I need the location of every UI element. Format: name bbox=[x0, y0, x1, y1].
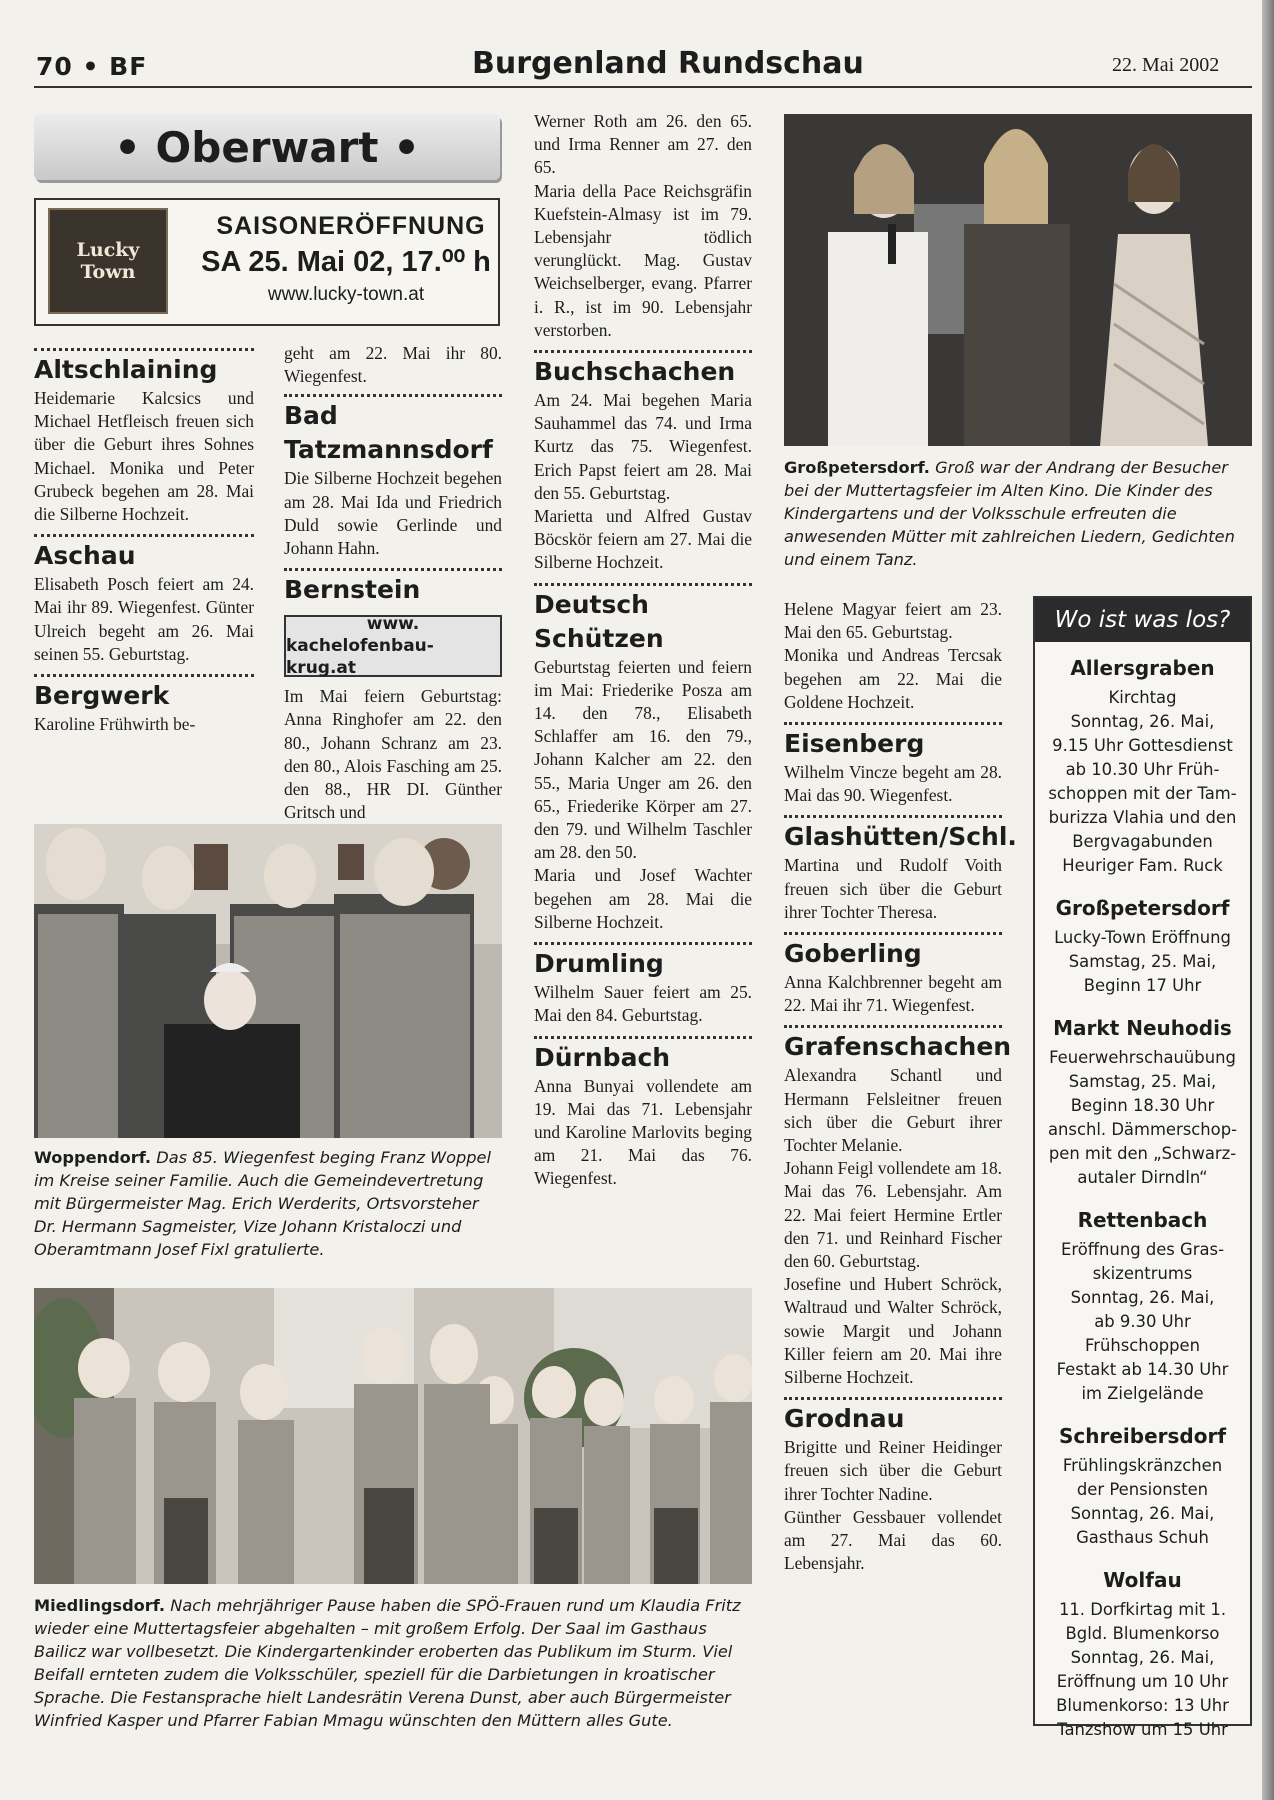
event-line: Heuriger Fam. Ruck bbox=[1062, 856, 1223, 875]
event-line: 9.15 Uhr Gottesdienst bbox=[1052, 736, 1233, 755]
divider bbox=[284, 394, 502, 397]
logo-text-line2: Town bbox=[80, 261, 136, 283]
event-line: Feuerwehrschauübung bbox=[1049, 1048, 1236, 1067]
town-heading: Bernstein bbox=[284, 575, 421, 605]
event-line: Tanzshow um 15 Uhr bbox=[1057, 1720, 1228, 1739]
miedlingsdorf-caption bbox=[34, 1594, 754, 1732]
header-rule bbox=[34, 86, 1252, 88]
kachel-ad-line2: kachelofenbau-krug.at bbox=[286, 636, 434, 679]
event-line: Kirchtag bbox=[1108, 688, 1177, 707]
event-line: Eröffnung des Gras- bbox=[1060, 1240, 1224, 1259]
town-heading: Bergwerk bbox=[34, 681, 170, 711]
publication-date: 22. Mai 2002 bbox=[1112, 54, 1220, 76]
article-text: Wilhelm Sauer feiert am 25. Mai den 84. Geburtstag. bbox=[534, 982, 752, 1026]
article-text: Maria della Pace Reichsgräfin Kuefstein-Almasy ist im 79. Lebensjahr tödlich verunglückt. Mag. Gustav Weichselberger, evang. Pfarrer i. R., ist im 90. Lebensjahr verstorben. bbox=[534, 180, 752, 340]
page-edge-shadow bbox=[1262, 0, 1274, 1800]
caption-lead: Miedlingsdorf. bbox=[34, 1596, 166, 1615]
article-text: Martina und Rudolf Voith freuen sich über die Geburt ihrer Tochter Theresa. bbox=[784, 855, 1002, 922]
article-text: Alexandra Schantl und Hermann Felsleitner freuen sich über die Geburt ihrer Tochter Melanie. bbox=[784, 1065, 1002, 1156]
column-2 bbox=[284, 342, 502, 824]
woppendorf-photo bbox=[34, 824, 502, 1138]
event-town: Wolfau bbox=[1103, 1568, 1182, 1592]
ad-date: SA 25. Mai 02, 17.⁰⁰ h bbox=[201, 246, 491, 278]
article-text: Brigitte und Reiner Heidinger freuen sich über die Geburt ihrer Tochter Nadine. bbox=[784, 1437, 1002, 1504]
town-heading: Glashütten/Schl. bbox=[784, 822, 1017, 852]
event-entry bbox=[1035, 656, 1250, 878]
events-box bbox=[1033, 596, 1252, 1739]
event-line: Sonntag, 26. Mai, bbox=[1070, 712, 1215, 731]
region-banner-title: • Oberwart • bbox=[114, 122, 420, 172]
caption-text: Das 85. Wiegenfest beging Franz Woppel im Kreise seiner Familie. Auch die Gemeindevertretung mit Bürgermeister Mag. Erich Werderits, Ortsvorsteher Dr. Hermann Sagmeister, Vize Johann Kristaloczi und Oberamtmann Josef Fixl gratulierte. bbox=[34, 1148, 492, 1259]
caption-lead: Großpetersdorf. bbox=[784, 458, 930, 477]
divider bbox=[534, 583, 752, 586]
divider bbox=[534, 1036, 752, 1039]
article-text: Am 24. Mai begehen Maria Sauhammel das 74. und Irma Kurtz das 75. Wiegenfest. Erich Papst feiert am 28. Mai den 55. Geburtstag. bbox=[534, 390, 752, 503]
divider bbox=[784, 722, 1002, 725]
ad-url-link[interactable]: www.lucky-town.at bbox=[267, 284, 425, 305]
event-line: der Pensionsten bbox=[1076, 1480, 1209, 1499]
divider bbox=[534, 350, 752, 353]
town-heading: Goberling bbox=[784, 939, 922, 969]
woppendorf-caption bbox=[34, 1146, 504, 1261]
grosspetersdorf-caption bbox=[784, 456, 1252, 571]
divider bbox=[284, 568, 502, 571]
event-line: Eröffnung um 10 Uhr bbox=[1056, 1672, 1229, 1691]
kachel-ad-line1: www. bbox=[366, 614, 420, 635]
town-heading: Dürnbach bbox=[534, 1042, 671, 1072]
event-line: Beginn 17 Uhr bbox=[1083, 976, 1202, 995]
lucky-town-ad[interactable] bbox=[34, 198, 500, 326]
logo-text-line1: Lucky bbox=[76, 239, 140, 261]
caption-text: Nach mehrjähriger Pause haben die SPÖ-Frauen rund um Klaudia Fritz wieder eine Muttertagsfeier abgehalten – mit großem Erfolg. Der Saal im Gasthaus Bailicz war vollbesetzt. Die Kindergartenkinder eroberten das Publikum im Sturm. Viel Beifall ernteten zudem die Volksschüler, speziell für die Darbietungen in kroatischer Sprache. Die Festansprache hielt Landesrätin Verena Dunst, aber auch Bürgermeister Winfried Kasper und Pfarrer Fabian Mmagu wünschten den Müttern alles Gute. bbox=[34, 1596, 741, 1730]
town-heading: Deutsch Schützen bbox=[534, 589, 664, 653]
event-town: Markt Neuhodis bbox=[1053, 1016, 1232, 1040]
event-town: Großpetersdorf bbox=[1055, 896, 1230, 920]
town-heading: Bad Tatzmannsdorf bbox=[284, 401, 493, 465]
event-town: Allersgraben bbox=[1070, 656, 1215, 680]
article-text: Monika und Andreas Tercsak begehen am 22. Mai die Goldene Hochzeit. bbox=[784, 645, 1002, 712]
article-text: Heidemarie Kalcsics und Michael Hetfleisch freuen sich über die Geburt ihres Sohnes Michael. Monika und Peter Grubeck begehen am 28. Mai die Silberne Hochzeit. bbox=[34, 388, 254, 525]
event-line: Lucky-Town Eröffnung bbox=[1054, 928, 1231, 947]
article-text: Günther Gessbauer vollendet am 27. Mai das 60. Lebensjahr. bbox=[784, 1506, 1002, 1574]
article-text: Maria und Josef Wachter begehen am 28. Mai die Silberne Hochzeit. bbox=[534, 865, 752, 932]
event-entry bbox=[1035, 1424, 1250, 1550]
divider bbox=[784, 815, 1002, 818]
event-line: Sonntag, 26. Mai, bbox=[1070, 1504, 1215, 1523]
town-heading: Drumling bbox=[534, 949, 664, 979]
divider bbox=[784, 932, 1002, 935]
column-3 bbox=[534, 110, 752, 1191]
event-line: burizza Vlahia und den bbox=[1048, 808, 1237, 827]
page-number: 70 • BF bbox=[36, 52, 148, 81]
event-line: ab 9.30 Uhr bbox=[1094, 1312, 1191, 1331]
event-line: autaler Dirndln“ bbox=[1077, 1168, 1208, 1187]
event-line: 11. Dorfkirtag mit 1. bbox=[1058, 1600, 1227, 1619]
article-text: Die Silberne Hochzeit begehen am 28. Mai Ida und Friedrich Duld sowie Gerlinde und Johann Hahn. bbox=[284, 468, 502, 559]
publication-title: Burgenland Rundschau bbox=[472, 46, 864, 81]
article-text: Josefine und Hubert Schröck, Waltraud und Walter Schröck, sowie Margit und Johann Killer feiern am 20. Mai ihre Silberne Hochzeit. bbox=[784, 1274, 1002, 1388]
kachelofenbau-ad[interactable] bbox=[284, 615, 502, 677]
event-line: ab 10.30 Uhr Früh- bbox=[1065, 760, 1220, 779]
town-heading: Buchschachen bbox=[534, 357, 736, 387]
article-text: Im Mai feiern Geburtstag: Anna Ringhofer am 22. den 80., Johann Schranz am 23. den 80., Alois Fasching am 25. den 88., HR DI. Günther Gritsch und bbox=[284, 686, 502, 823]
article-text: Helene Magyar feiert am 23. Mai den 65. Geburtstag. bbox=[784, 599, 1002, 643]
town-heading: Eisenberg bbox=[784, 729, 925, 759]
event-line: Samstag, 25. Mai, bbox=[1068, 1072, 1217, 1091]
event-entry bbox=[1035, 1016, 1250, 1190]
divider bbox=[34, 674, 254, 677]
event-line: Bergvagabunden bbox=[1072, 832, 1213, 851]
event-line: Sonntag, 26. Mai, bbox=[1070, 1648, 1215, 1667]
column-4 bbox=[784, 598, 1017, 1576]
event-line: Beginn 18.30 Uhr bbox=[1070, 1096, 1215, 1115]
divider bbox=[784, 1025, 1002, 1028]
town-heading: Aschau bbox=[34, 541, 136, 571]
ad-title: SAISONERÖFFNUNG bbox=[216, 212, 486, 240]
event-line: anschl. Dämmerschop- bbox=[1047, 1120, 1238, 1139]
event-town: Schreibersdorf bbox=[1058, 1424, 1227, 1448]
event-line: skizentrums bbox=[1092, 1264, 1193, 1283]
divider bbox=[34, 534, 254, 537]
region-banner bbox=[34, 114, 500, 180]
article-text: Anna Bunyai vollendete am 19. Mai das 71. Lebensjahr und Karoline Marlovits beging am 21. Mai das 76. Wiegenfest. bbox=[534, 1075, 752, 1189]
event-line: Festakt ab 14.30 Uhr bbox=[1056, 1360, 1229, 1379]
event-line: schoppen mit der Tam- bbox=[1048, 784, 1237, 803]
miedlingsdorf-photo bbox=[34, 1288, 752, 1584]
event-line: Frühlingskränzchen bbox=[1062, 1456, 1223, 1475]
events-box-title: Wo ist was los? bbox=[1035, 598, 1250, 642]
article-text: Elisabeth Posch feiert am 24. Mai ihr 89. Wiegenfest. Günter Ulreich begeht am 26. Mai seinen 55. Geburtstag. bbox=[34, 574, 254, 664]
event-entry bbox=[1035, 1568, 1250, 1742]
article-text: Johann Feigl vollendete am 18. Mai das 76. Lebensjahr. Am 22. Mai feiert Hermine Ertler den 71. und Reinhard Fischer den 60. Geburtstag. bbox=[784, 1158, 1002, 1272]
article-text: Marietta und Alfred Gustav Böcskör feiern am 27. Mai die Silberne Hochzeit. bbox=[534, 506, 752, 573]
event-line: Gasthaus Schuh bbox=[1076, 1528, 1209, 1547]
article-text: Geburtstag feierten und feiern im Mai: Friederike Posza am 14. den 78., Elisabeth Schlaffer am 16. den 79., Johann Kalcher am 22. den 55., Maria Unger am 26. den 65., Friederike Körper am 27. den 79. und Wilhelm Taschler am 28. den 50. bbox=[534, 656, 752, 863]
article-text: geht am 22. Mai ihr 80. Wiegenfest. bbox=[284, 343, 502, 387]
event-line: Frühschoppen bbox=[1085, 1336, 1200, 1355]
article-text: Werner Roth am 26. den 65. und Irma Renner am 27. den 65. bbox=[534, 111, 752, 178]
event-line: Sonntag, 26. Mai, bbox=[1070, 1288, 1215, 1307]
town-heading: Grafenschachen bbox=[784, 1032, 1012, 1062]
town-heading: Altschlaining bbox=[34, 355, 218, 384]
lucky-town-logo bbox=[48, 208, 168, 314]
caption-lead: Woppendorf. bbox=[34, 1148, 152, 1167]
column-1 bbox=[34, 348, 254, 736]
town-heading: Grodnau bbox=[784, 1404, 905, 1434]
caption-text: Groß war der Andrang der Besucher bei der Muttertagsfeier im Alten Kino. Die Kinder des Kindergartens und der Volksschule erfreuten die anwesenden Mütter mit zahlreichen Liedern, Gedichten und einem Tanz. bbox=[784, 458, 1235, 569]
event-line: Blumenkorso: 13 Uhr bbox=[1056, 1696, 1229, 1715]
event-entry bbox=[1035, 1208, 1250, 1406]
divider bbox=[784, 1397, 1002, 1400]
divider bbox=[34, 348, 254, 351]
event-line: Bgld. Blumenkorso bbox=[1065, 1624, 1220, 1643]
divider bbox=[534, 942, 752, 945]
event-line: Samstag, 25. Mai, bbox=[1068, 952, 1217, 971]
grosspetersdorf-photo bbox=[784, 114, 1252, 446]
event-entry bbox=[1035, 896, 1250, 998]
article-text: Anna Kalchbrenner begeht am 22. Mai ihr 71. Wiegenfest. bbox=[784, 972, 1002, 1016]
article-text: Karoline Frühwirth be- bbox=[34, 714, 196, 735]
event-line: pen mit den „Schwarz- bbox=[1048, 1144, 1237, 1163]
article-text: Wilhelm Vincze begeht am 28. Mai das 90. Wiegenfest. bbox=[784, 762, 1002, 806]
event-town: Rettenbach bbox=[1077, 1208, 1208, 1232]
event-line: im Zielgelände bbox=[1081, 1384, 1204, 1403]
